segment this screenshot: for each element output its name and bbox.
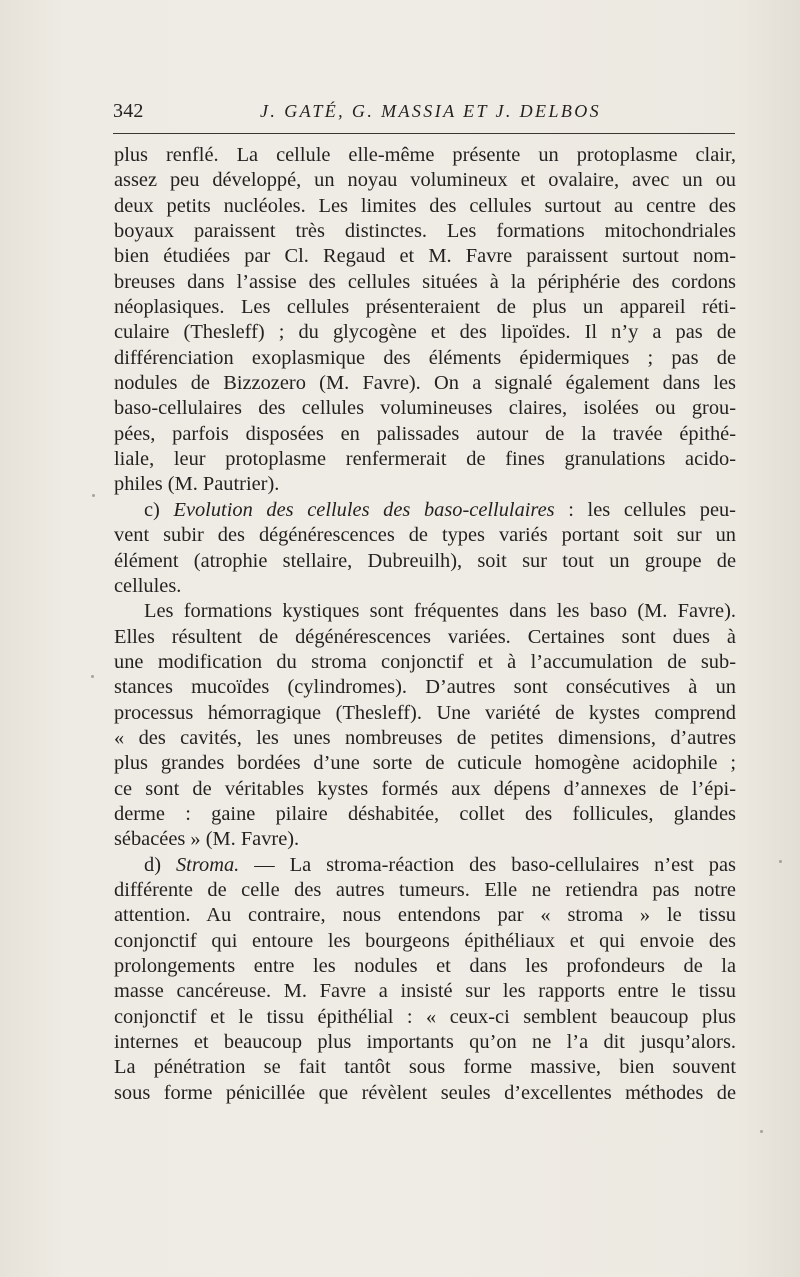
text-line: bien étudiées par Cl. Regaud et M. Favre paraissent surtout nom- xyxy=(114,245,736,268)
text-line: stances mucoïdes (cylindromes). D’autres sont consécutives à un xyxy=(114,676,736,699)
text-line: plus renflé. La cellule elle-même présente un protoplasme clair, xyxy=(114,144,736,166)
body-text xyxy=(114,143,736,1106)
text-line: élément (atrophie stellaire, Dubreuilh), soit sur tout un groupe de xyxy=(114,549,736,572)
text-line: conjonctif qui entoure les bourgeons épithéliaux et qui envoie des xyxy=(114,929,736,952)
section-heading: Evolution des cellules des baso-cellulaires xyxy=(173,498,555,521)
section-label: c) xyxy=(144,498,174,521)
text-line: boyaux paraissent très distinctes. Les formations mitochondriales xyxy=(114,220,736,243)
section-continuation: : les cellules peu- xyxy=(554,498,736,521)
print-speck xyxy=(760,1130,763,1133)
text-line: masse cancéreuse. M. Favre a insisté sur les rapports entre le tissu xyxy=(114,980,736,1003)
text-line: pées, parfois disposées en palissades autour de la travée épithé- xyxy=(114,422,736,445)
text-line: ce sont de véritables kystes formés aux dépens d’annexes de l’épi- xyxy=(114,777,736,800)
text-line: vent subir des dégénérescences de types variés portant soit sur un xyxy=(114,524,736,547)
text-line: cellules. xyxy=(114,574,182,597)
text-line: internes et beaucoup plus importants qu’on ne l’a dit jusqu’alors. xyxy=(114,1031,736,1054)
text-line: conjonctif et le tissu épithélial : « ceux-ci semblent beaucoup plus xyxy=(114,1005,736,1028)
text-line: processus hémorragique (Thesleff). Une variété de kystes comprend xyxy=(114,701,736,724)
text-line: liale, leur protoplasme renfermerait de fines granulations acido- xyxy=(114,448,736,471)
text-line: une modification du stroma conjonctif et à l’accumulation de sub- xyxy=(114,650,736,673)
text-line-heading-c xyxy=(114,498,736,523)
text-line: prolongements entre les nodules et dans les profondeurs de la xyxy=(114,955,736,977)
page-header xyxy=(113,96,735,126)
text-line: différente de celle des autres tumeurs. Elle ne retiendra pas notre xyxy=(114,878,736,901)
section-heading: Stroma. xyxy=(175,853,240,876)
text-line: breuses dans l’assise des cellules situées à la périphérie des cordons xyxy=(114,270,736,293)
text-line: philes (M. Pautrier). xyxy=(114,473,280,496)
text-line: néoplasiques. Les cellules présenteraient de plus un appareil réti- xyxy=(114,296,736,319)
running-head: J. GATÉ, G. MASSIA ET J. DELBOS xyxy=(260,101,602,121)
text-line: nodules de Bizzozero (M. Favre). On a signalé également dans les xyxy=(114,372,736,395)
page-number: 342 xyxy=(113,100,144,122)
text-line: sous forme pénicillée que révèlent seules d’excellentes méthodes de xyxy=(114,1081,736,1104)
section-label: d) xyxy=(144,853,176,876)
text-line: Les formations kystiques sont fréquentes dans les baso (M. Favre). xyxy=(144,600,736,623)
section-continuation: — La stroma-réaction des baso-cellulaires n’est pas xyxy=(239,853,736,876)
print-speck xyxy=(92,494,95,497)
text-line: baso-cellulaires des cellules volumineuses claires, isolées ou grou- xyxy=(114,397,736,420)
text-line: « des cavités, les unes nombreuses de petites dimensions, d’autres xyxy=(114,726,736,749)
text-line: sébacées » (M. Favre). xyxy=(114,828,300,851)
text-line: La pénétration se fait tantôt sous forme massive, bien souvent xyxy=(114,1056,736,1079)
text-line: deux petits nucléoles. Les limites des cellules surtout au centre des xyxy=(114,194,736,217)
text-line: attention. Au contraire, nous entendons par « stroma » le tissu xyxy=(114,904,736,927)
text-line: plus grandes bordées d’une sorte de cuticule homogène acidophile ; xyxy=(114,752,736,775)
text-line: assez peu développé, un noyau volumineux et ovalaire, avec un ou xyxy=(114,169,736,192)
text-line: différenciation exoplasmique des éléments épidermiques ; pas de xyxy=(114,346,736,369)
text-line-heading-d xyxy=(114,853,736,878)
header-rule xyxy=(113,133,735,134)
print-speck xyxy=(779,860,782,863)
text-line: Elles résultent de dégénérescences variées. Certaines sont dues à xyxy=(114,625,736,648)
text-line: culaire (Thesleff) ; du glycogène et des lipoïdes. Il n’y a pas de xyxy=(114,321,736,344)
text-line: derme : gaine pilaire déshabitée, collet des follicules, glandes xyxy=(114,802,736,825)
print-speck xyxy=(91,675,94,678)
